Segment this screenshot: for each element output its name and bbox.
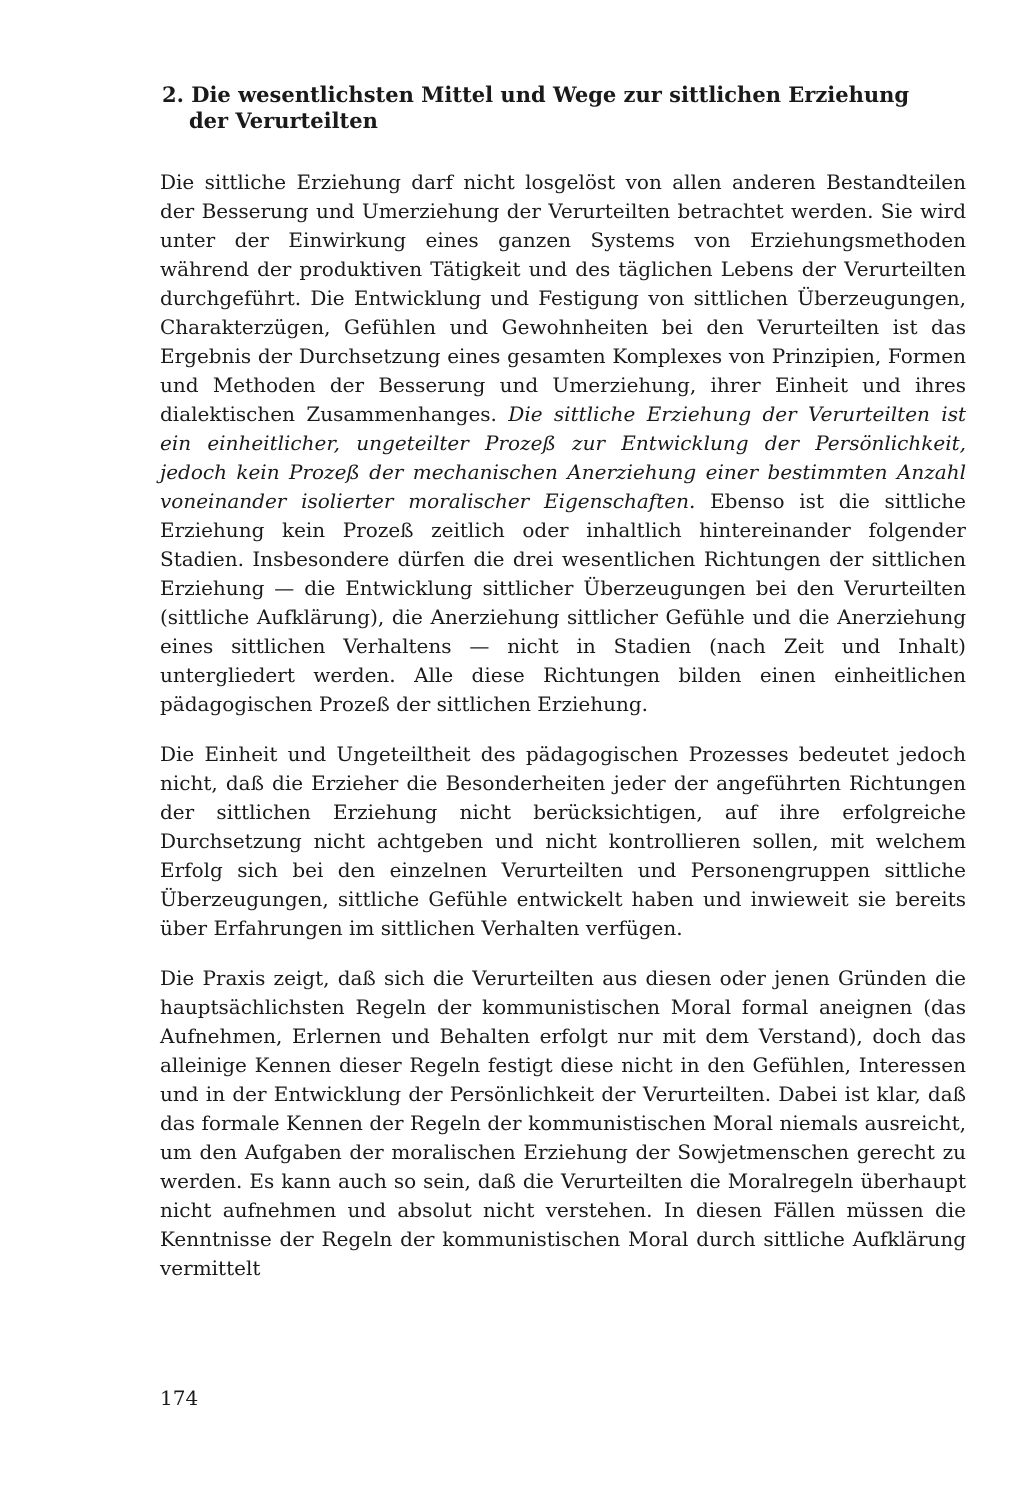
section-heading-line-2: der Verurteilten [189,108,378,133]
section-heading [160,82,966,134]
paragraph-1 [160,168,966,719]
section-heading-line-1: 2. Die wesentlichsten Mittel und Wege zur sittlichen Erziehung [162,82,910,107]
paragraph-1-text: Die sittliche Erziehung darf nicht losgelöst von allen anderen Bestandteilen der Besserung und Umerziehung der Verurteilten betrachtet werden. Sie wird unter der Einwirkung eines ganzen Systems von Erziehungsmethoden während der produktiven Tätigkeit und des täglichen Lebens der Verurteilten durchgeführt. Die Entwicklung und Festigung von sittlichen Überzeugungen, Charakterzügen, Gefühlen und Gewohnheiten bei den Verurteilten ist das Ergebnis der Durchsetzung eines gesamten Komplexes von Prinzipien, Formen und Methoden der Besserung und Umerziehung, ihrer Einheit und ihres dialektischen Zusammenhanges. [160,170,966,426]
page-number: 174 [160,1386,199,1410]
paragraph-1-text-end: Ebenso ist die sittliche Erziehung kein Prozeß zeitlich oder inhaltlich hintereinander folgender Stadien. Insbesondere dürfen die drei wesentlichen Richtungen der sittlichen Erziehung — die Entwicklung sittlicher Überzeugungen bei den Verurteilten (sittliche Aufklärung), die Anerziehung sittlicher Gefühle und die Anerziehung eines sittlichen Verhaltens — nicht in Stadien (nach Zeit und Inhalt) untergliedert werden. Alle diese Richtungen bilden einen einheitlichen pädagogischen Prozeß der sittlichen Erziehung. [160,489,967,716]
page-body [160,82,966,1304]
paragraph-2: Die Einheit und Ungeteiltheit des pädagogischen Prozesses bedeutet jedoch nicht, daß die Erzieher die Besonderheiten jeder der angeführten Richtungen der sittlichen Erziehung nicht berücksichtigen, auf ihre erfolgreiche Durchsetzung nicht achtgeben und nicht kontrollieren sollen, mit welchem Erfolg sich bei den einzelnen Verurteilten und Personengruppen sittliche Überzeugungen, sittliche Gefühle entwickelt haben und inwieweit sie bereits über Erfahrungen im sittlichen Verhalten verfügen. [160,742,966,940]
paragraph-3: Die Praxis zeigt, daß sich die Verurteilten aus diesen oder jenen Gründen die hauptsächlichsten Regeln der kommunistischen Moral formal aneignen (das Aufnehmen, Erlernen und Behalten erfolgt nur mit dem Verstand), doch das alleinige Kennen dieser Regeln festigt diese nicht in den Gefühlen, Interessen und in der Entwicklung der Persönlichkeit der Verurteilten. Dabei ist klar, daß das formale Kennen der Regeln der kommunistischen Moral niemals ausreicht, um den Aufgaben der moralischen Erziehung der Sowjetmenschen gerecht zu werden. Es kann auch so sein, daß die Verurteilten die Moralregeln überhaupt nicht aufnehmen und absolut nicht verstehen. In diesen Fällen müssen die Kenntnisse der Regeln der kommunistischen Moral durch sittliche Aufklärung vermittelt [160,966,966,1280]
paragraph-1-emphasis: Die sittliche Erziehung der Verurteilten ist ein einheitlicher, ungeteilter Prozeß zur Entwicklung der Persönlichkeit, jedoch kein Prozeß der mechanischen Anerziehung einer bestimmten Anzahl voneinander isolierter moralischer Eigenschaften. [160,402,966,513]
